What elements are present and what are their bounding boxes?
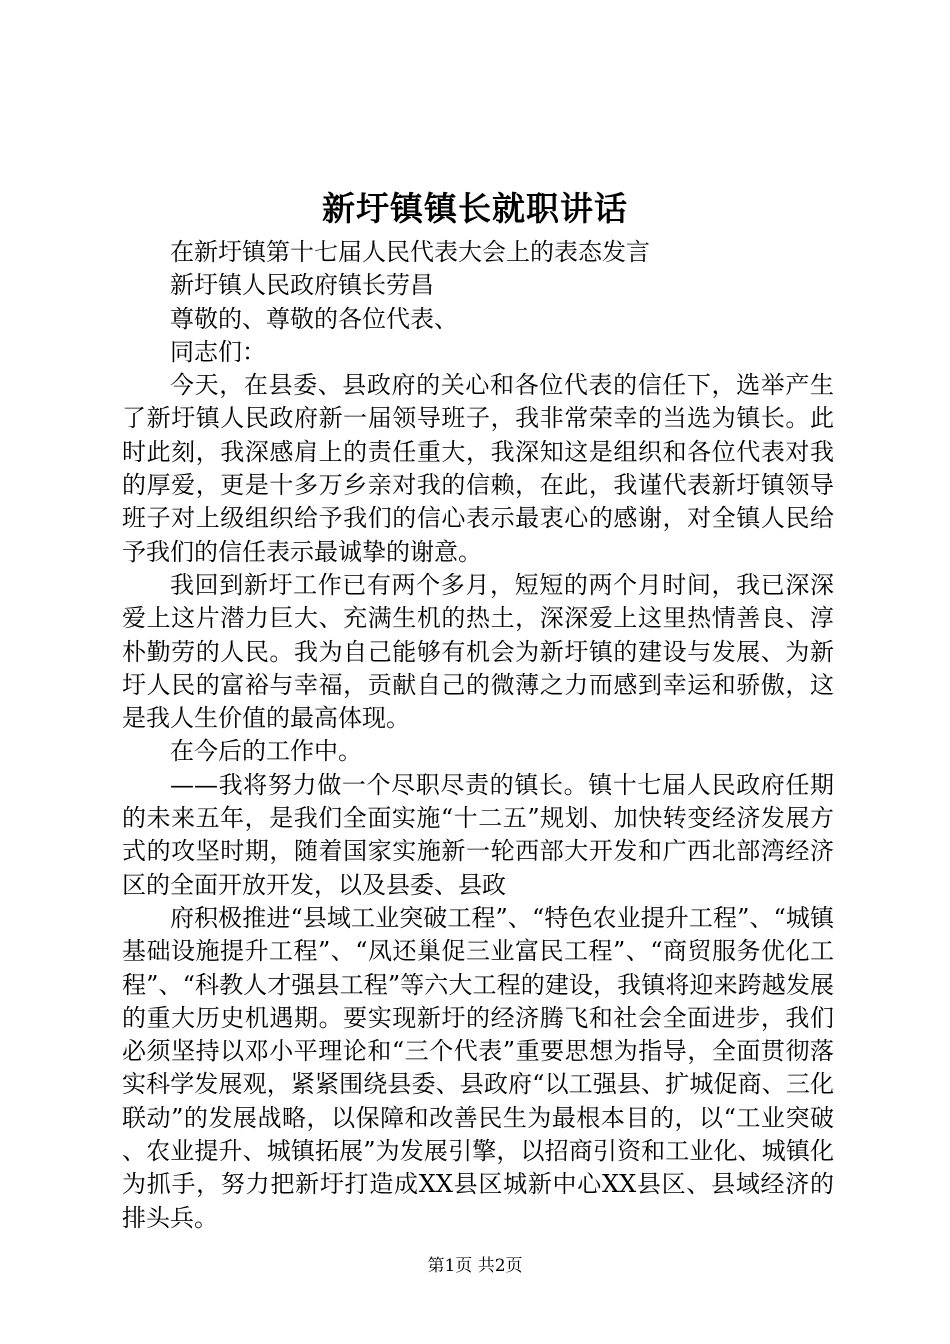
paragraph-body: 府积极推进“县域工业突破工程”、“特色农业提升工程”、“城镇基础设施提升工程”、“凤还巢促三业富民工程”、“商贸服务优化工程”、“科教人才强县工程”等六大工程的建设，我镇将迎来跨越发展的重大历史机遇期。要实现新圩的经济腾飞和社会全面进步，我们必须坚持以邓小平理论和“三个代表”重要思想为指导，全面贯彻落实科学发展观，紧紧围绕县委、县政府“以工强县、扩城促商、三化联动”的发展战略，以保障和改善民生为最根本目的，以“工业突破、农业提升、城镇拓展”为发展引擎，以招商引资和工业化、城镇化为抓手，努力把新圩打造成XX县区城新中心XX县区、县域经济的排头兵。: [122, 903, 834, 1232]
paragraph-body: 今天，在县委、县政府的关心和各位代表的信任下，选举产生了新圩镇人民政府新一届领导班子，我非常荣幸的当选为镇长。此时此刻，我深感肩上的责任重大，我深知这是组织和各位代表对我的厚爱，更是十多万乡亲对我的信赖，在此，我谨代表新圩镇领导班子对上级组织给予我们的信心表示最衷心的感谢，对全镇人民给予我们的信任表示最诚挚的谢意。: [122, 371, 834, 566]
paragraph-greeting: 同志们：: [170, 337, 266, 366]
paragraph-body: 我回到新圩工作已有两个多月，短短的两个月时间，我已深深爱上这片潜力巨大、充满生机的热土，深深爱上这里热情善良、淳朴勤劳的人民。我为自己能够有机会为新圩镇的建设与发展、为新圩人民的富裕与幸福，贡献自己的微薄之力而感到幸运和骄傲，这是我人生价值的最高体现。: [122, 570, 834, 733]
document-title: 新圩镇镇长就职讲话: [322, 189, 628, 228]
paragraph-body: 在今后的工作中。: [170, 737, 362, 766]
paragraph-author: 新圩镇人民政府镇长劳昌: [170, 271, 434, 300]
paragraph-subtitle: 在新圩镇第十七届人民代表大会上的表态发言: [170, 238, 650, 266]
page-number: 第1页 共2页: [427, 1256, 523, 1276]
paragraph-salutation: 尊敬的、尊敬的各位代表、: [170, 304, 458, 333]
document-body: [122, 236, 834, 1235]
paragraph-body: ——我将努力做一个尽职尽责的镇长。镇十七届人民政府任期的未来五年，是我们全面实施“十二五”规划、加快转变经济发展方式的攻坚时期，随着国家实施新一轮西部大开发和广西北部湾经济区的全面开放开发，以及县委、县政: [122, 770, 834, 899]
